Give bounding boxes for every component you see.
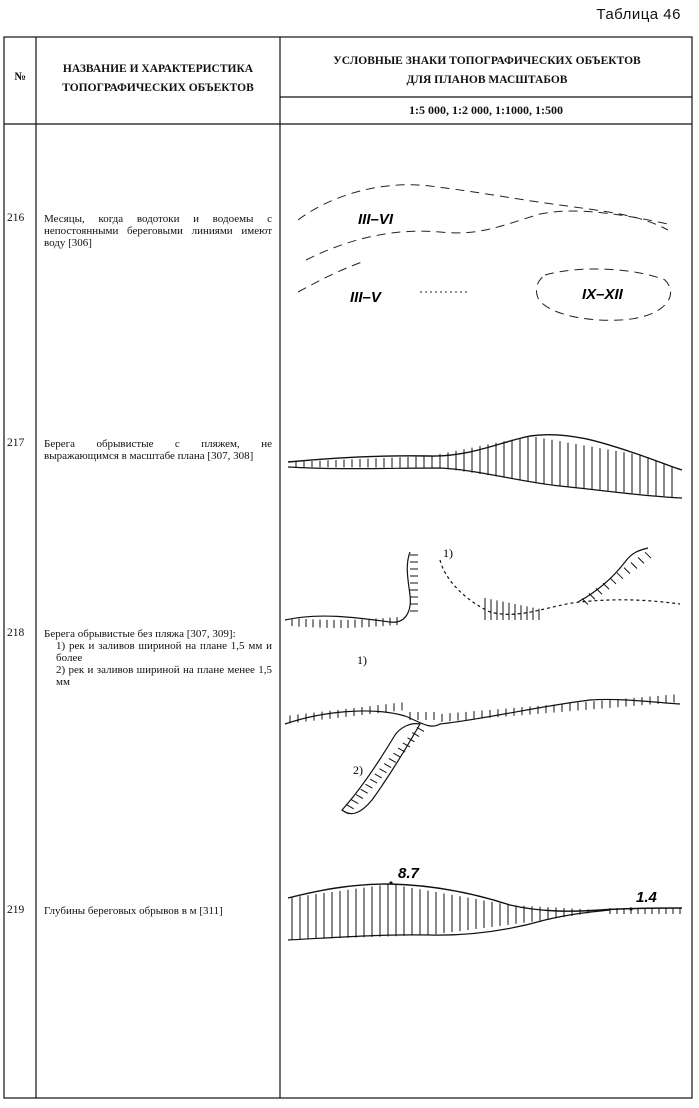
hatch-stroke (617, 573, 623, 579)
bank-depth-hatching (292, 884, 680, 940)
hatch-stroke (645, 552, 651, 558)
row-218-line-1: Берега обрывистые без пляжа [307, 309]: (44, 628, 236, 640)
label-1-top: 1) (443, 546, 453, 560)
hatch-stroke (624, 568, 630, 574)
hatch-stroke (393, 753, 400, 757)
header-symbols: УСЛОВНЫЕ ЗНАКИ ТОПОГРАФИЧЕСКИХ ОБЪЕКТОВ ДЛЯ ПЛАНОВ МАСШТАБОВ (333, 55, 641, 86)
month-labels (350, 211, 624, 306)
header-object-name: НАЗВАНИЕ И ХАРАКТЕРИСТИКА ТОПОГРАФИЧЕСКИХ ОБЪЕКТОВ (62, 63, 254, 94)
bank-depth-symbol (288, 884, 682, 940)
row-218-line-2: 1) рек и заливов шириной на плане 1,5 мм и более (56, 640, 272, 664)
steep-bank-no-beach-symbol (285, 548, 680, 814)
hatch-stroke (631, 563, 637, 569)
hatch-stroke (351, 800, 358, 804)
depth-point-2 (629, 907, 632, 910)
row-216-number: 216 (7, 212, 25, 224)
steep-bank-hatching (296, 436, 672, 497)
depth-label-1-4: 1.4 (636, 889, 657, 906)
label-iii-v: III–V (350, 289, 381, 306)
hatch-stroke (370, 779, 377, 783)
hatch-stroke (417, 727, 424, 731)
hatch-stroke (596, 588, 602, 594)
row-217-number: 217 (7, 437, 25, 449)
hatch-stroke (603, 583, 609, 589)
header-number: № (14, 71, 26, 83)
table-label: Таблица 46 (596, 6, 681, 23)
row-218-line-3: 2) рек и заливов шириной на плане менее 1,5 мм (56, 664, 272, 688)
hatch-stroke (361, 789, 368, 793)
hatch-stroke (389, 758, 396, 762)
depth-point-1 (389, 881, 392, 884)
hatch-stroke (379, 769, 386, 773)
hatch-stroke (356, 795, 363, 799)
row-216-description: Месяцы, когда водотоки и водоемы с непостоянными береговыми линиями имеют воду [306] (44, 213, 272, 249)
hatch-stroke (365, 784, 372, 788)
label-2: 2) (353, 763, 363, 777)
steep-bank-with-beach-symbol (288, 435, 682, 498)
hatch-stroke (638, 557, 644, 563)
label-1-middle: 1) (357, 653, 367, 667)
steep-bank-no-beach-hatching (290, 552, 674, 814)
header-scales: 1:5 000, 1:2 000, 1:1000, 1:500 (409, 103, 563, 117)
row-219-description: Глубины береговых обрывов в м [311] (44, 905, 223, 917)
row-218-number: 218 (7, 627, 25, 639)
hatch-stroke (347, 805, 354, 809)
row-217-description: Берега обрывистые с пляжем, не выражающимся в масштабе плана [307, 308] (44, 438, 272, 462)
hatch-stroke (342, 810, 349, 814)
depth-label-8-7: 8.7 (398, 865, 419, 882)
hatch-stroke (589, 593, 595, 599)
label-ix-xii: IX–XII (582, 286, 623, 303)
label-iii-vi: III–VI (358, 211, 394, 228)
hatch-stroke (375, 774, 382, 778)
hatch-stroke (610, 578, 616, 584)
hatch-stroke (384, 764, 391, 768)
row-219-number: 219 (7, 904, 25, 916)
subitem-labels (353, 546, 453, 777)
